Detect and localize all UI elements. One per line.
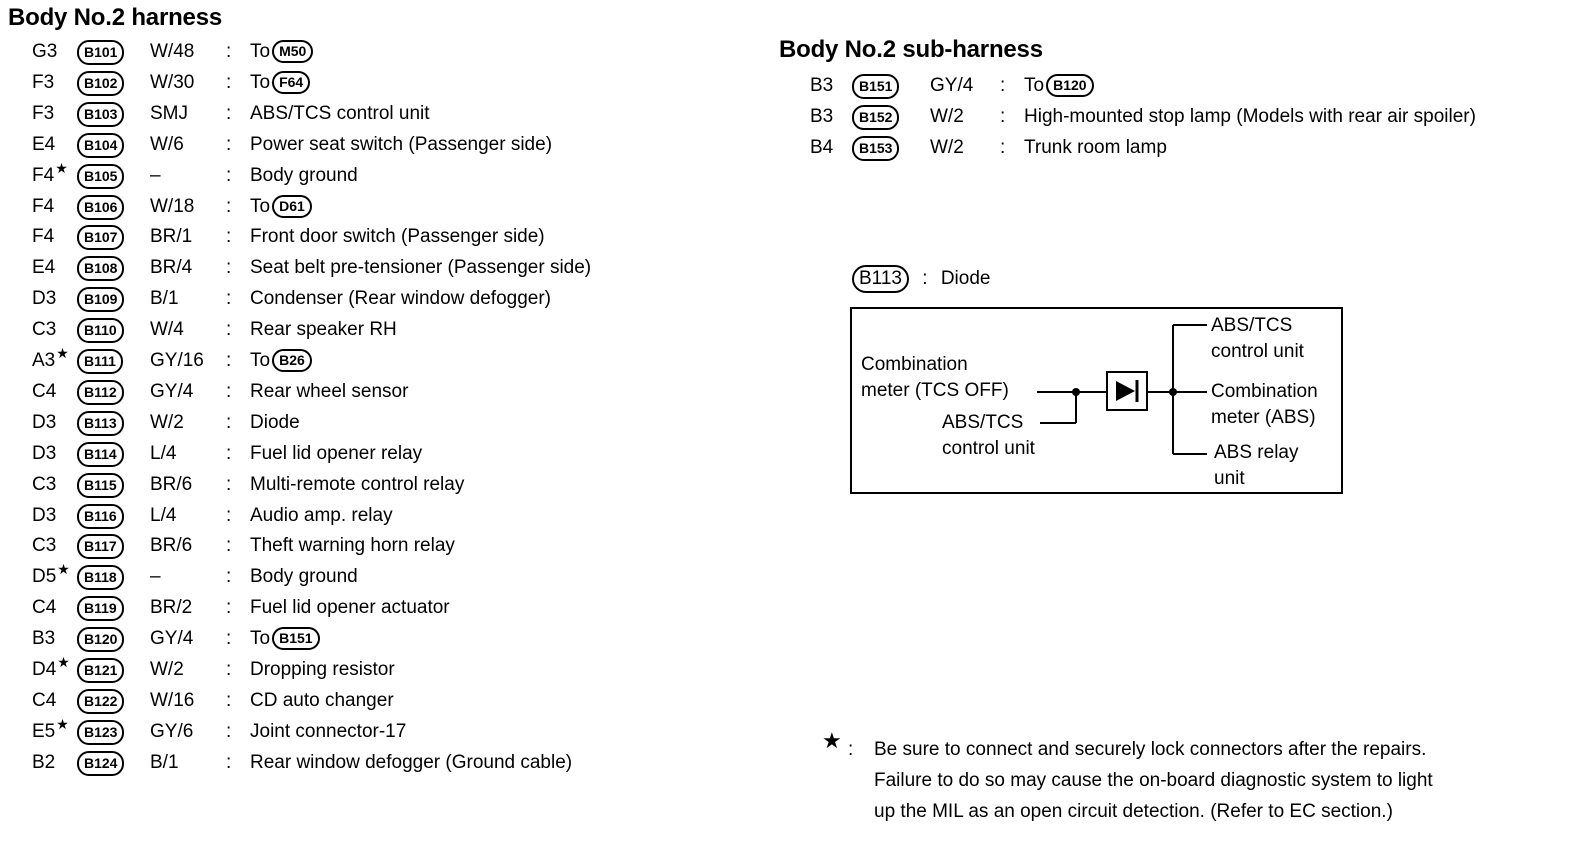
- label-abs-relay-unit: ABS relay unit: [1214, 442, 1299, 489]
- grid-ref: F4: [32, 195, 55, 217]
- grid-ref: C3: [32, 473, 57, 495]
- label-combination-meter-tcs-off: Combination meter (TCS OFF): [861, 354, 1009, 401]
- grid-ref: D3: [32, 442, 57, 464]
- colon: :: [226, 288, 232, 310]
- grid-ref: D3: [32, 504, 57, 526]
- connector-badge[interactable]: B102: [77, 71, 124, 96]
- connector-description: To B151: [250, 623, 320, 654]
- colon: :: [226, 566, 232, 588]
- junction-right: [1169, 388, 1177, 396]
- grid-ref: B4: [810, 137, 834, 158]
- wire-spec: BR/6: [150, 473, 193, 495]
- colon: :: [1000, 106, 1006, 127]
- grid-ref: C3: [32, 535, 57, 557]
- colon: :: [226, 473, 232, 495]
- diode-caption: [852, 265, 990, 293]
- colon: :: [226, 720, 232, 742]
- colon: :: [226, 350, 232, 371]
- wire-spec: B/1: [150, 288, 179, 310]
- label-abs-tcs-control-unit-right: ABS/TCS control unit: [1211, 315, 1304, 362]
- colon: :: [226, 442, 232, 464]
- linked-connector-badge[interactable]: B26: [272, 349, 312, 372]
- wire-spec: BR/1: [150, 226, 193, 248]
- wire-spec: GY/4: [150, 628, 194, 650]
- colon: :: [226, 411, 232, 433]
- connector-badge[interactable]: B104: [77, 133, 124, 158]
- colon: :: [226, 380, 232, 402]
- connector-badge[interactable]: B108: [77, 256, 124, 281]
- wire-spec: W/2: [150, 659, 184, 680]
- connector-description: Rear window defogger (Ground cable): [250, 751, 573, 773]
- wire-spec: L/4: [150, 442, 177, 464]
- connector-description: Seat belt pre-tensioner (Passenger side): [250, 257, 592, 279]
- sub-harness-title: Body No.2 sub-harness: [779, 36, 1043, 63]
- wire-spec: W/16: [150, 689, 195, 711]
- connector-badge[interactable]: B152: [852, 105, 899, 130]
- linked-connector-badge[interactable]: M50: [272, 40, 313, 63]
- connector-description: Fuel lid opener actuator: [250, 597, 450, 619]
- grid-ref: F3: [32, 71, 55, 93]
- connector-description: Body ground: [250, 164, 358, 186]
- grid-ref: C3: [32, 319, 57, 341]
- wire-spec: BR/2: [150, 597, 193, 619]
- connector-description: Audio amp. relay: [250, 504, 393, 526]
- colon: :: [226, 659, 232, 680]
- footnote-line: up the MIL as an open circuit detection. (Refer to EC section.): [874, 801, 1393, 822]
- connector-badge[interactable]: B117: [77, 534, 124, 559]
- connector-description: ABS/TCS control unit: [250, 102, 430, 124]
- colon: :: [226, 751, 232, 773]
- grid-ref: D3: [32, 411, 57, 433]
- colon: :: [226, 628, 232, 650]
- diode-symbol-box: [1107, 372, 1147, 410]
- connector-description: Multi-remote control relay: [250, 473, 465, 495]
- colon: :: [226, 133, 232, 155]
- connector-description: Theft warning horn relay: [250, 535, 455, 557]
- connector-description: CD auto changer: [250, 689, 394, 711]
- colon: :: [922, 268, 928, 289]
- connector-description: To M50: [250, 36, 313, 67]
- colon: :: [226, 597, 232, 619]
- connector-badge[interactable]: B114: [77, 442, 124, 467]
- wire-spec: W/30: [150, 71, 195, 93]
- linked-connector-badge[interactable]: D61: [272, 195, 312, 218]
- grid-ref: F4★: [32, 159, 68, 186]
- connector-badge[interactable]: B119: [77, 596, 124, 621]
- connector-description: To B26: [250, 345, 312, 376]
- star-icon: ★: [56, 345, 69, 361]
- star-icon: ★: [56, 715, 69, 732]
- wire-spec: W/2: [930, 137, 964, 158]
- diode-caption-text: Diode: [940, 268, 991, 289]
- connector-badge[interactable]: B118: [77, 565, 124, 590]
- colon: :: [226, 226, 232, 248]
- connector-badge[interactable]: B112: [77, 380, 124, 405]
- grid-ref: D4★: [32, 654, 70, 680]
- wire-spec: –: [150, 566, 161, 588]
- footnote-colon: :: [848, 739, 854, 760]
- wire-spec: –: [150, 164, 161, 186]
- linked-connector-badge[interactable]: B151: [272, 627, 319, 650]
- connector-badge[interactable]: B109: [77, 287, 124, 312]
- star-icon: ★: [822, 728, 842, 753]
- connector-description: Fuel lid opener relay: [250, 442, 423, 464]
- grid-ref: E4: [32, 257, 56, 279]
- grid-ref: F4: [32, 226, 55, 248]
- wire-spec: W/4: [150, 319, 184, 341]
- wire-spec: GY/6: [150, 720, 194, 742]
- connector-badge[interactable]: B101: [77, 40, 124, 65]
- connector-description: Rear speaker RH: [250, 319, 397, 341]
- connector-description: Power seat switch (Passenger side): [250, 133, 553, 155]
- grid-ref: C4: [32, 689, 57, 711]
- grid-ref: E5★: [32, 715, 69, 742]
- connector-badge[interactable]: B111: [77, 349, 123, 374]
- connector-badge[interactable]: B105: [77, 164, 124, 189]
- connector-badge[interactable]: B110: [77, 318, 124, 343]
- grid-ref: D3: [32, 288, 57, 310]
- grid-ref: B3: [810, 75, 834, 96]
- grid-ref: G3: [32, 41, 58, 62]
- grid-ref: E4: [32, 133, 56, 155]
- colon: :: [226, 195, 232, 217]
- connector-badge[interactable]: B123: [77, 720, 124, 745]
- colon: :: [1000, 75, 1006, 96]
- connector-badge[interactable]: B107: [77, 225, 124, 250]
- wire-spec: W/18: [150, 195, 195, 217]
- colon: :: [226, 689, 232, 711]
- connector-badge[interactable]: B153: [852, 136, 899, 161]
- label-abs-tcs-control-unit-left: ABS/TCS control unit: [942, 412, 1035, 459]
- label-combination-meter-abs: Combination meter (ABS): [1211, 381, 1318, 428]
- junction-left: [1072, 388, 1080, 396]
- connector-description: Diode: [250, 411, 300, 433]
- wire-spec: GY/16: [150, 350, 204, 371]
- connector-badge[interactable]: B113: [77, 411, 124, 436]
- star-icon: ★: [55, 159, 68, 176]
- colon: :: [226, 257, 232, 279]
- wire-spec: W/48: [150, 41, 195, 62]
- wire-spec: W/2: [930, 106, 964, 127]
- colon: :: [226, 71, 232, 93]
- connector-description: Joint connector-17: [250, 720, 407, 742]
- connector-description: To D61: [250, 191, 312, 222]
- wire-spec: W/2: [150, 411, 184, 433]
- connector-badge[interactable]: B124: [77, 751, 124, 776]
- wire-spec: BR/4: [150, 257, 193, 279]
- colon: :: [226, 102, 232, 124]
- connector-description: Body ground: [250, 566, 358, 588]
- star-icon: ★: [57, 561, 70, 578]
- connector-description: Condenser (Rear window defogger): [250, 288, 551, 310]
- connector-badge[interactable]: B122: [77, 689, 124, 714]
- connector-description: To F64: [250, 67, 310, 98]
- grid-ref: C4: [32, 597, 57, 619]
- footnote-line: Failure to do so may cause the on-board diagnostic system to light: [874, 770, 1433, 791]
- connector-badge[interactable]: B151: [852, 74, 899, 99]
- wire-spec: GY/4: [930, 75, 974, 96]
- connector-description: Trunk room lamp: [1024, 137, 1167, 158]
- colon: :: [226, 164, 232, 186]
- connector-badge[interactable]: B116: [77, 504, 124, 529]
- connector-description: High-mounted stop lamp (Models with rear air spoiler): [1024, 106, 1476, 127]
- connector-description: Dropping resistor: [250, 659, 395, 680]
- linked-connector-badge[interactable]: F64: [272, 71, 310, 94]
- connector-description: Rear wheel sensor: [250, 380, 409, 402]
- connector-description: Front door switch (Passenger side): [250, 226, 545, 248]
- wire-spec: BR/6: [150, 535, 193, 557]
- diode-triangle: [1116, 381, 1135, 401]
- grid-ref: D5★: [32, 561, 70, 588]
- connector-description: To B120: [1024, 70, 1094, 101]
- wire-spec: B/1: [150, 751, 179, 773]
- connector-badge[interactable]: B113: [852, 265, 909, 293]
- wire-spec: GY/4: [150, 380, 194, 402]
- footnote-text: [874, 734, 1433, 827]
- colon: :: [226, 504, 232, 526]
- grid-ref: B2: [32, 751, 56, 773]
- connector-badge[interactable]: B120: [77, 627, 124, 652]
- connector-badge[interactable]: B103: [77, 102, 124, 127]
- wire-spec: W/6: [150, 133, 184, 155]
- grid-ref: B3: [810, 106, 834, 127]
- main-harness-title: Body No.2 harness: [8, 4, 222, 31]
- connector-badge[interactable]: B115: [77, 473, 124, 498]
- colon: :: [226, 535, 232, 557]
- grid-ref: C4: [32, 380, 57, 402]
- grid-ref: B3: [32, 628, 56, 650]
- colon: :: [226, 41, 232, 62]
- colon: :: [226, 319, 232, 341]
- grid-ref: A3★: [32, 345, 69, 371]
- grid-ref: F3: [32, 102, 55, 124]
- wire-spec: L/4: [150, 504, 177, 526]
- star-icon: ★: [57, 654, 70, 670]
- colon: :: [1000, 137, 1006, 158]
- wire-spec: SMJ: [150, 102, 188, 124]
- connector-badge[interactable]: B106: [77, 195, 124, 220]
- linked-connector-badge[interactable]: B120: [1046, 74, 1093, 97]
- footnote-line: Be sure to connect and securely lock connectors after the repairs.: [874, 739, 1427, 760]
- connector-badge[interactable]: B121: [77, 658, 124, 683]
